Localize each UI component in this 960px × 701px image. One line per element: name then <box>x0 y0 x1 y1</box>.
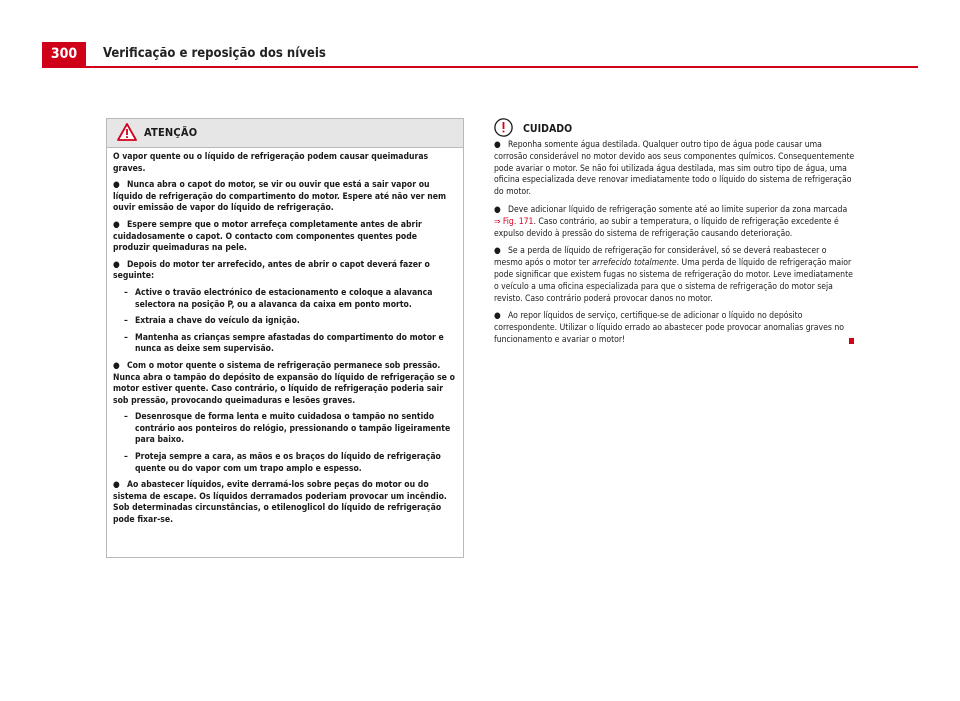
dash-icon: – <box>124 452 128 463</box>
warning-triangle-icon <box>117 123 137 141</box>
header-divider <box>42 66 918 68</box>
warning-bullet: ● Com o motor quente o sistema de refrigeração permanece sob pressão. Nunca abra o tampão do depósito de expansão do líquido de refrigeração se o motor estiver quente. Caso contrário, o líquido de refrigeração poderia sair sob pressão, provocando queimaduras e lesões graves. <box>113 360 455 406</box>
caution-bullet: ● Deve adicionar líquido de refrigeração somente até ao limite superior da zona marcada ⇒ Fig. 171. Caso contrário, ao subir a temperatura, o líquido de refrigeração excedente é expulso devido à pressão do sistema de refrigeração causando deterioração. <box>494 204 848 239</box>
caution-body <box>494 140 856 347</box>
section-title: Verificação e reposição dos níveis <box>103 46 326 61</box>
warning-sub-item: – Mantenha as crianças sempre afastadas do compartimento do motor e nunca as deixe sem supervisão. <box>124 332 444 355</box>
warning-sub-item: – Active o travão electrónico de estacionamento e coloque a alavanca selectora na posição P, ou a alavanca da caixa em ponto morto. <box>124 287 433 310</box>
warning-title: ATENÇÃO <box>144 126 198 139</box>
warning-body <box>107 148 463 527</box>
bullet-icon: ● <box>113 219 120 230</box>
page-header <box>42 42 918 68</box>
bullet-icon: ● <box>494 140 501 150</box>
figure-reference-link[interactable]: ⇒ Fig. 171 <box>494 216 534 227</box>
warning-bullet: ● Espere sempre que o motor arrefeça completamente antes de abrir cuidadosamente o capot. O contacto com componentes quentes pode produzir queimaduras na pele. <box>113 219 422 254</box>
caution-bullet: ● Se a perda de líquido de refrigeração for considerável, só se deverá reabastecer o mesmo após o motor ter arrefecido totalmente. Uma perda de líquido de refrigeração maior pode significar que existem fugas no sistema de refrigeração do motor. Leve imediatamente o veículo a uma oficina especializada para que o sistema de refrigeração do motor seja revisto. Caso contrário poderá provocar danos no motor. <box>494 246 853 304</box>
bullet-icon: ● <box>494 204 501 215</box>
dash-icon: – <box>124 412 128 423</box>
bullet-icon: ● <box>113 180 120 191</box>
emphasis-text: arrefecido totalmente <box>592 258 677 269</box>
info-circle-icon <box>494 118 513 137</box>
dash-icon: – <box>124 332 128 343</box>
warning-bullet: ● Depois do motor ter arrefecido, antes de abrir o capot deverá fazer o seguinte: <box>113 259 430 282</box>
bullet-icon: ● <box>113 480 120 491</box>
bullet-icon: ● <box>113 259 120 270</box>
warning-box <box>106 118 464 558</box>
caution-bullet: ● Reponha somente água destilada. Qualquer outro tipo de água pode causar uma corrosão considerável no motor devido aos seus componentes químicos. Consequentemente pode avariar o motor. Se não foi utilizada água destilada, mas sim outro tipo de água, uma oficina especializada deve renovar imediatamente todo o líquido do sistema de refrigeração do motor. <box>494 140 855 198</box>
warning-intro: O vapor quente ou o líquido de refrigeração podem causar queimaduras graves. <box>113 152 429 174</box>
warning-header <box>107 119 463 148</box>
warning-sub-item: – Extraia a chave do veículo da ignição. <box>124 316 300 327</box>
warning-bullet: ● Nunca abra o capot do motor, se vir ou ouvir que está a sair vapor ou líquido de refrigeração do compartimento do motor. Espere até não ver nem ouvir emissão de vapor do líquido de refrigeração. <box>113 180 447 214</box>
warning-sub-item: – Desenrosque de forma lenta e muito cuidadosa o tampão no sentido contrário aos ponteiros do relógio, pressionando o tampão ligeiramente para baixo. <box>124 412 451 446</box>
bullet-icon: ● <box>494 246 501 257</box>
warning-sub-item: – Proteja sempre a cara, as mãos e os braços do líquido de refrigeração quente ou do vapor com um trapo amplo e espesso. <box>124 452 441 474</box>
bullet-icon: ● <box>113 360 120 371</box>
dash-icon: – <box>124 287 128 298</box>
page-number: 300 <box>42 42 86 66</box>
caution-bullet: ● Ao repor líquidos de serviço, certifique-se de adicionar o líquido no depósito correspondente. Utilizar o líquido errado ao abastecer pode provocar anomalias graves no funcionamento e avariar o motor! <box>494 311 856 346</box>
caution-header <box>494 118 856 140</box>
warning-bullet: ● Ao abastecer líquidos, evite derramá-los sobre peças do motor ou do sistema de escape. Os líquidos derramados poderiam provocar um incêndio. Sob determinadas circunstâncias, o etilenoglicol do líquido de refrigeração pode fixar-se. <box>113 480 447 526</box>
dash-icon: – <box>124 316 128 327</box>
end-of-section-marker <box>849 338 854 344</box>
caution-title: CUIDADO <box>523 123 573 135</box>
caution-section <box>494 118 856 353</box>
bullet-icon: ● <box>494 311 501 322</box>
